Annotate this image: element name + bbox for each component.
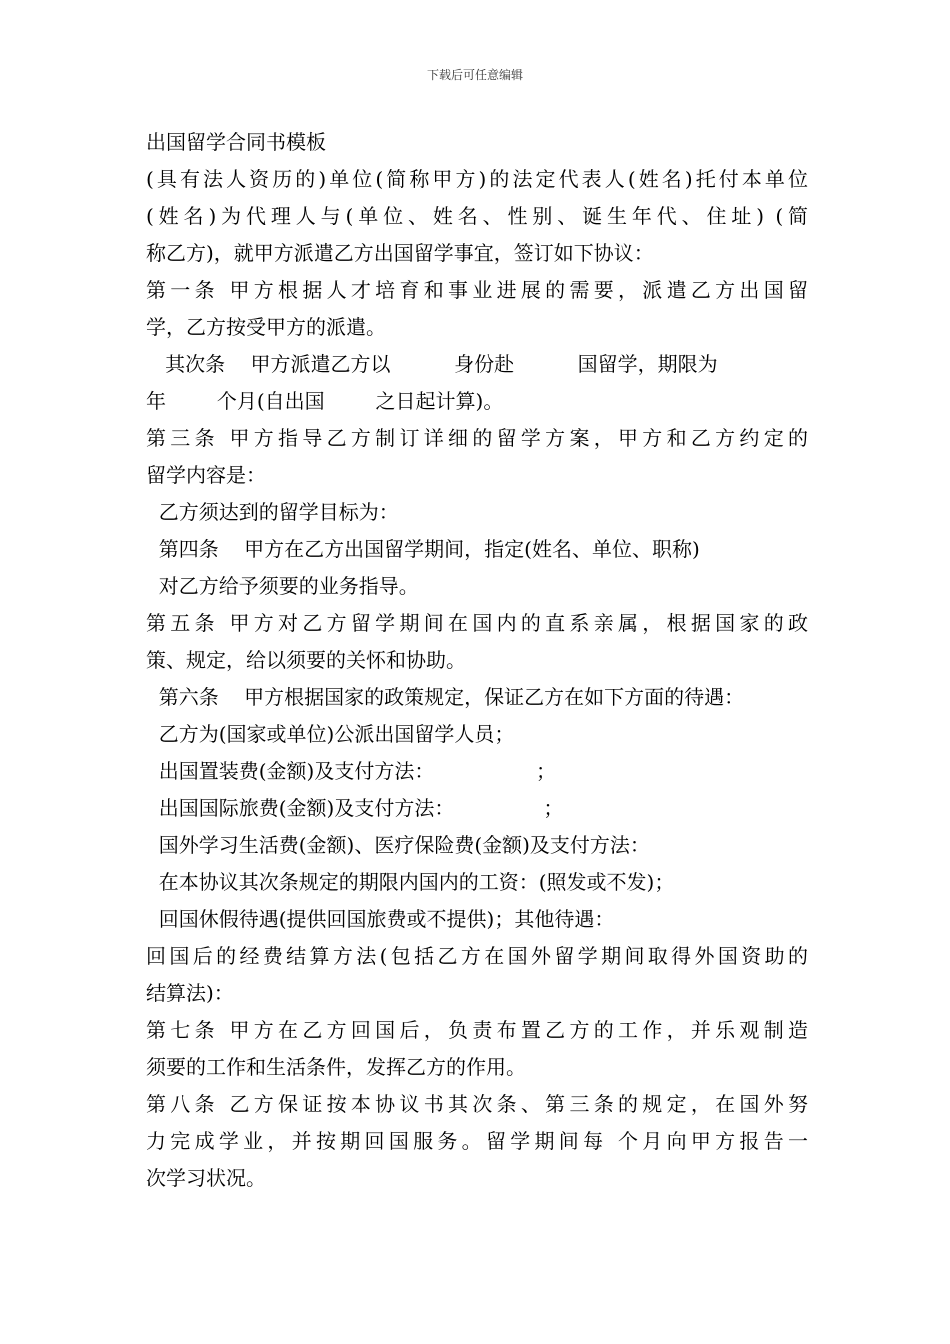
paragraph-line: 结算法)： [146,981,234,1005]
paragraph-line: 称乙方)，就甲方派遣乙方出国留学事宜，签订如下协议： [146,241,654,265]
paragraph-line: 第八条 乙方保证按本协议书其次条、第三条的规定，在国外努 [146,1092,808,1116]
paragraph-line: 乙方须达到的留学目标为： [146,500,399,524]
paragraph-line: 第六条 甲方根据国家的政策规定，保证乙方在如下方面的待遇： [146,685,745,709]
paragraph-line: 第一条 甲方根据人才培育和事业进展的需要，派遣乙方出国留 [146,278,808,302]
paragraph-line: 其次条 甲方派遣乙方以 身份赴 国留学，期限为 [146,352,718,376]
paragraph-line: 回国休假待遇(提供回国旅费或不提供)；其他待遇： [146,907,615,931]
paragraph-line: 须要的工作和生活条件，发挥乙方的作用。 [146,1055,526,1079]
paragraph-line: 出国置装费(金额)及支付方法： ； [146,759,557,783]
paragraph-line: 第五条 甲方对乙方留学期间在国内的直系亲属，根据国家的政 [146,611,808,635]
paragraph-line: 学，乙方按受甲方的派遣。 [146,315,386,339]
paragraph-line: 乙方为(国家或单位)公派出国留学人员； [146,722,515,746]
paragraph-line: 次学习状况。 [146,1166,266,1190]
paragraph-line: 第七条 甲方在乙方回国后，负责布置乙方的工作，并乐观制造 [146,1018,808,1042]
paragraph-line: (姓名)为代理人与(单位、姓名、性别、诞生年代、住址) (简 [146,204,808,228]
paragraph-line: 第三条 甲方指导乙方制订详细的留学方案，甲方和乙方约定的 [146,426,808,450]
paragraph-line: 策、规定，给以须要的关怀和协助。 [146,648,466,672]
paragraph-line: 出国国际旅费(金额)及支付方法： ； [146,796,564,820]
paragraph-line: 回国后的经费结算方法(包括乙方在国外留学期间取得外国资助的 [146,944,808,968]
paragraph-line: 力完成学业，并按期回国服务。留学期间每 个月向甲方报告一 [146,1129,808,1153]
document-title: 出国留学合同书模板 [146,130,326,154]
paragraph-line: 留学内容是： [146,463,266,487]
paragraph-line: 在本协议其次条规定的期限内国内的工资：(照发或不发)； [146,870,675,894]
page-header: 下载后可任意编辑 [426,68,523,82]
document-body [146,124,808,1197]
paragraph-line: (具有法人资历的)单位(简称甲方)的法定代表人(姓名)托付本单位 [146,167,808,191]
paragraph-line: 年 个月(自出国 之日起计算)。 [146,389,504,413]
paragraph-line: 对乙方给予须要的业务指导。 [146,574,419,598]
paragraph-line: 第四条 甲方在乙方出国留学期间，指定(姓名、单位、职称) [146,537,700,561]
paragraph-line: 国外学习生活费(金额)、医疗保险费(金额)及支付方法： [146,833,650,857]
